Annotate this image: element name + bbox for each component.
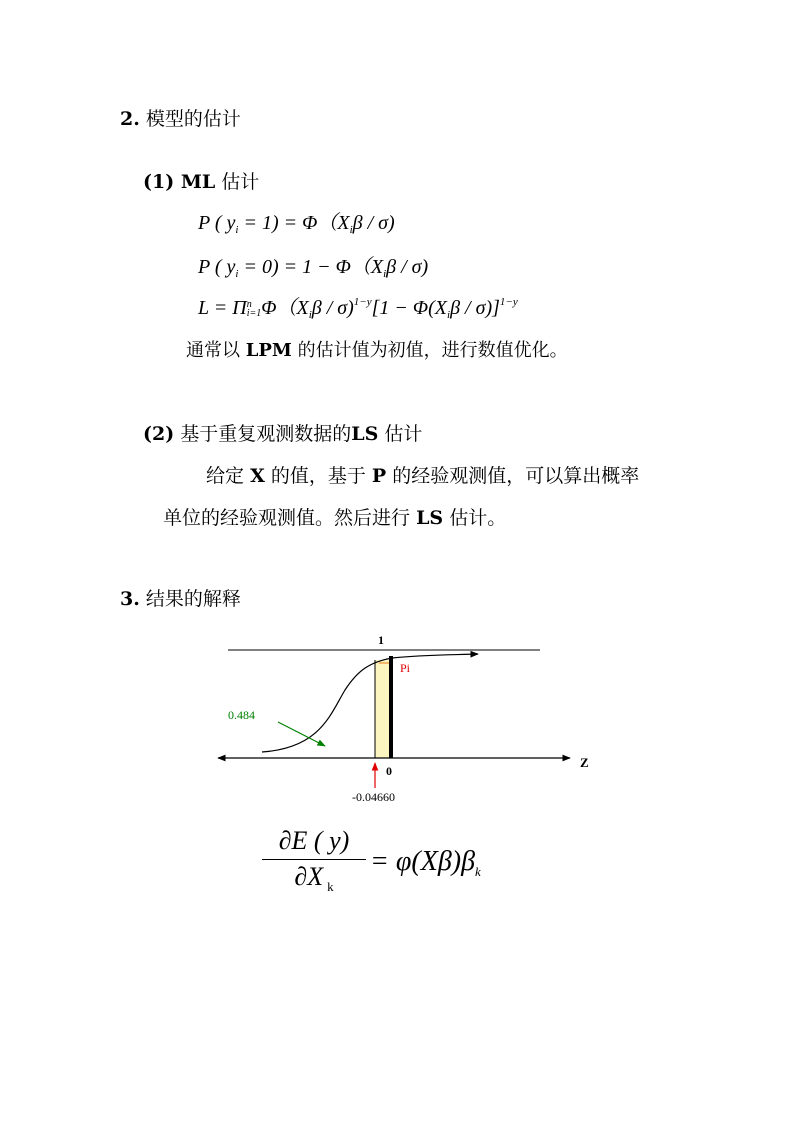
cdf-curve — [262, 654, 478, 752]
formula-rhs: = $\varphi(X\beta)\beta_k$ — [370, 846, 481, 879]
label-zero: 0 — [386, 764, 392, 778]
label-red-value: -0.04660 — [352, 790, 395, 804]
label-one: 1 — [378, 633, 384, 647]
ml-label: (1) ML — [143, 171, 216, 193]
label-green-value: 0.484 — [228, 708, 255, 722]
label-pi: Pi — [400, 661, 411, 675]
formula-denominator: ∂X $_k$ — [294, 862, 334, 894]
ls-label: (2) — [143, 423, 175, 445]
ls-paragraph-line1: 给定 X 的值，基于 P 的经验观测值，可以算出概率 — [206, 465, 640, 487]
label-z: Z — [580, 755, 589, 770]
section-3-number: 3. — [120, 588, 140, 610]
equation-p1: P ( $y_i = 1) = \Phi(X_i\beta / \sigma)$ — [198, 212, 395, 236]
section-3-title: 结果的解释 — [145, 588, 241, 610]
formula-fraction — [262, 826, 366, 895]
equation-likelihood: L = Π n i=1 $\Phi(X_i\beta / \sigma)^{1-y}[1 - \Phi(X_i\beta / \sigma)]^{1-y}$ — [198, 296, 518, 321]
section-2-number: 2. — [120, 108, 140, 130]
formula-numerator: ∂E ( y) — [262, 826, 366, 860]
ls-subheading: (2) 基于重复观测数据的LS 估计 — [143, 423, 423, 445]
ls-paragraph-line2: 单位的经验观测值。然后进行 LS 估计。 — [163, 507, 507, 529]
probability-band — [375, 660, 391, 758]
section-2-title: 模型的估计 — [145, 108, 241, 130]
ml-title: 估计 — [221, 171, 260, 193]
ml-note: 通常以 LPM 的估计值为初值，进行数值优化。 — [186, 340, 568, 361]
equation-p0: P ( $y_i = 0) = 1 - \Phi(X_i\beta / \sigma)$ — [198, 256, 429, 280]
